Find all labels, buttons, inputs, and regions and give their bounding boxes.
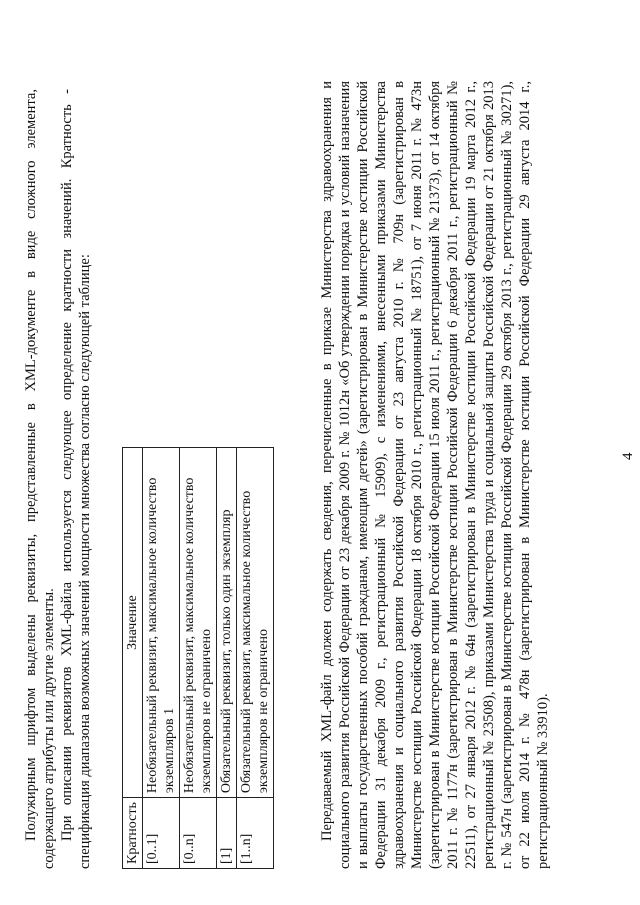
cell-multiplicity: [1..n] (237, 798, 274, 869)
cell-value: Необязательный реквизит, максимальное количество экземпляров 1 (143, 448, 180, 798)
table-row (143, 448, 180, 869)
table-header-row (123, 448, 143, 869)
table-row (237, 448, 274, 869)
multiplicity-table (122, 447, 274, 869)
table-row (180, 448, 217, 869)
cell-multiplicity: [0..n] (180, 798, 217, 869)
cell-value: Обязательный реквизит, только один экземпляр (217, 448, 237, 798)
table-row (217, 448, 237, 869)
header-value: Значение (123, 448, 143, 798)
cell-multiplicity: [0..1] (143, 798, 180, 869)
main-paragraph-section (318, 81, 552, 869)
main-paragraph: Передаваемый XML-файл должен содержать сведения, перечисленные в приказе Министерства здравоохранения и социального развития Российской Федерации от 23 декабря 2009 г. № 1012н «Об утверждении порядка и условий назначения и выплаты государственных пособий гражданам, имеющим детей» (зарегистрирован в Министерстве юстиции Российской Федерации 31 декабря 2009 г., регистрационный № 15909), с изменениями, внесенными приказами Министерства здравоохранения и социального развития Российской Федерации от 23 августа 2010 г. № 709н (зарегистрирован в Министерстве юстиции Российской Федерации 18 октября 2010 г., регистрационный № 18751), от 7 июня 2011 г. № 473н (зарегистрирован в Министерстве юстиции Российской Федерации 15 июля 2011 г., регистрационный № 21373), от 14 октября 2011 г. № 1177н (зарегистрирован в Министерстве юстиции Российской Федерации 6 декабря 2011 г., регистрационный № 22511), от 27 января 2012 г. № 64н (зарегистрирован в Министерстве юстиции Российской Федерации 19 марта 2012 г., регистрационный № 23508), приказами Министерства труда и социальной защиты Российской Федерации от 21 октября 2013 г. № 547н (зарегистрирован в Министерстве юстиции Российской Федерации 29 октября 2013 г., регистрационный № 30271), от 22 июля 2014 г. № 478н (зарегистрирован в Министерстве юстиции Российской Федерации 29 августа 2014 г., регистрационный № 33910). (319, 81, 551, 869)
cell-value: Обязательный реквизит, максимальное количество экземпляров не ограничено (237, 448, 274, 798)
intro-bold-note: Полужирным шрифтом выделены реквизиты, представленные в XML-документе в виде сложного элемента, содержащего атрибуты или другие элементы. (23, 89, 57, 869)
intro-section (22, 89, 94, 869)
intro-multiplicity-definition: При описании реквизитов XML-файла используется следующее определение кратности значений. Кратность - спецификация диапазона возможных значений мощности множества согласно следующей таблице: (59, 89, 93, 869)
cell-multiplicity: [1] (217, 798, 237, 869)
header-multiplicity: Кратность (123, 798, 143, 869)
cell-value: Необязательный реквизит, максимальное количество экземпляров не ограничено (180, 448, 217, 798)
page-number: 4 (620, 452, 636, 460)
